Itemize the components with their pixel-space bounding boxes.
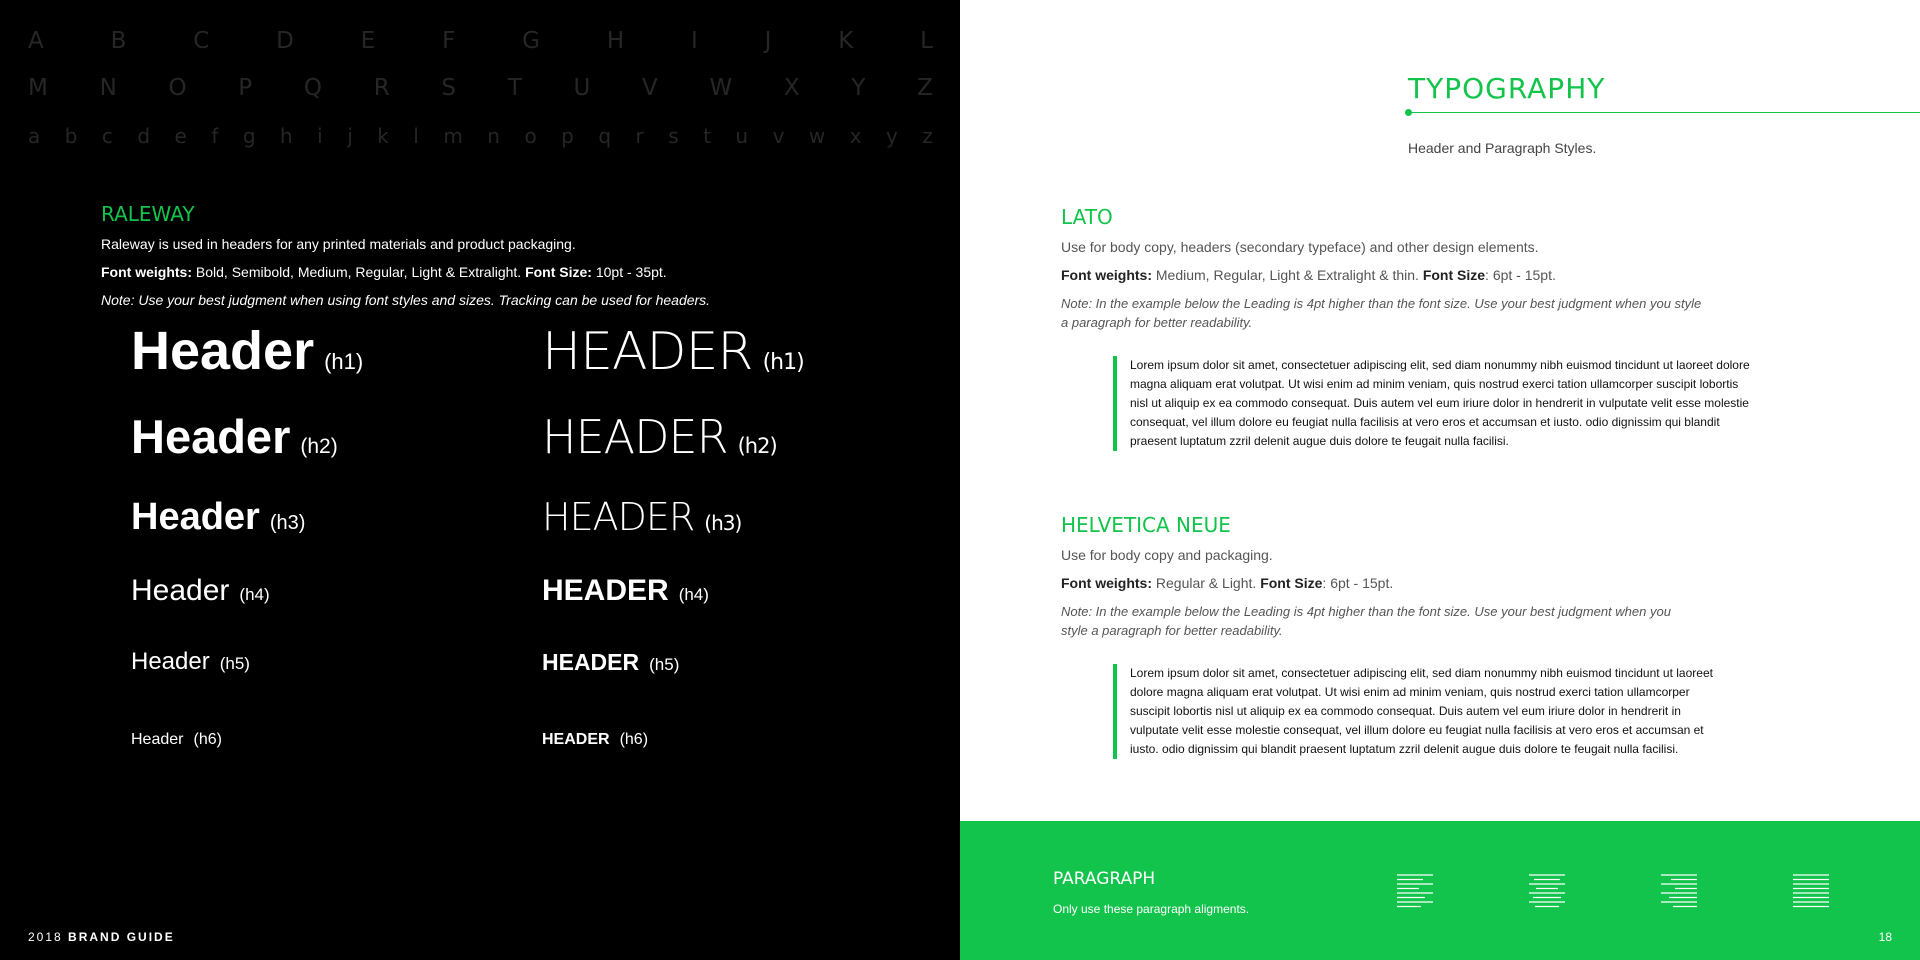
header-word: Header bbox=[131, 321, 315, 381]
footer-year: 2018 bbox=[28, 930, 63, 944]
sample-line: consequat, vel illum dolore eu feugiat nulla facilisis at vero eros et accumsan et iusto. odio dignissim qui blandit bbox=[1130, 415, 1720, 429]
alphabet-letter: D bbox=[276, 28, 294, 54]
weights-label: Font weights: bbox=[1061, 575, 1152, 591]
raleway-title: RALEWAY bbox=[101, 202, 195, 226]
paragraph-alignment-band bbox=[960, 821, 1920, 960]
header-word: Header bbox=[131, 410, 291, 463]
alphabet-letter: C bbox=[193, 28, 210, 54]
alphabet-letter: Q bbox=[303, 75, 322, 101]
header-sample-h1 bbox=[542, 322, 804, 382]
alphabet-letter: c bbox=[101, 124, 113, 148]
header-level-tag: (h1) bbox=[324, 349, 364, 374]
alphabet-letter: N bbox=[99, 75, 117, 101]
size-value: : 6pt - 15pt. bbox=[1485, 267, 1556, 283]
sample-line: suscipit lobortis nisl ut aliquip ex ea commodo consequat. Duis autem vel eum iriure dolor in hendrerit in bbox=[1130, 704, 1681, 718]
align-right-icon bbox=[1661, 873, 1697, 909]
paragraph-description: Only use these paragraph aligments. bbox=[1053, 902, 1250, 916]
alphabet-uppercase-row-2 bbox=[28, 75, 933, 101]
alphabet-letter: g bbox=[242, 124, 256, 148]
page-title: TYPOGRAPHY bbox=[1408, 72, 1606, 105]
alphabet-letter: p bbox=[561, 124, 574, 148]
header-word: HEADER bbox=[542, 322, 753, 382]
header-level-tag: (h5) bbox=[649, 655, 680, 674]
alphabet-letter: n bbox=[487, 124, 500, 148]
lato-sample-paragraph bbox=[1113, 356, 1750, 451]
footer-text: BRAND GUIDE bbox=[68, 930, 175, 944]
header-sample-h3 bbox=[542, 495, 742, 539]
align-center-icon bbox=[1529, 873, 1565, 909]
header-level-tag: (h6) bbox=[193, 731, 222, 748]
alphabet-letter: e bbox=[174, 124, 187, 148]
alphabet-letter: W bbox=[709, 75, 733, 101]
alphabet-letter: r bbox=[635, 124, 644, 148]
alphabet-letter: K bbox=[838, 28, 854, 54]
header-word: Header bbox=[131, 648, 210, 675]
alphabet-letter: z bbox=[922, 124, 933, 148]
sample-line: iusto. odio dignissim qui blandit praesent luptatum zzril delenit augue duis dolore te feugait nulla facilisi. bbox=[1130, 742, 1679, 756]
alphabet-letter: i bbox=[317, 124, 323, 148]
helvetica-title: HELVETICA NEUE bbox=[1061, 513, 1231, 537]
size-label: Font Size: bbox=[525, 264, 592, 280]
weights-value: Bold, Semibold, Medium, Regular, Light & Extralight. bbox=[195, 264, 522, 280]
paragraph-title: PARAGRAPH bbox=[1053, 869, 1156, 889]
alphabet-letter: B bbox=[110, 28, 127, 54]
alphabet-letter: I bbox=[690, 28, 698, 54]
page-subtitle: Header and Paragraph Styles. bbox=[1408, 140, 1597, 156]
title-rule bbox=[1408, 112, 1920, 113]
alphabet-letter: k bbox=[377, 124, 389, 148]
alphabet-uppercase-row-1 bbox=[28, 28, 933, 54]
alphabet-letter: R bbox=[373, 75, 390, 101]
alphabet-letter: T bbox=[507, 75, 522, 101]
weights-label: Font weights: bbox=[101, 264, 192, 280]
header-word: Header bbox=[131, 731, 184, 748]
header-level-tag: (h6) bbox=[619, 731, 649, 748]
lato-title: LATO bbox=[1061, 205, 1113, 229]
weights-value: Regular & Light. bbox=[1155, 575, 1257, 591]
raleway-note: Note: Use your best judgment when using font styles and sizes. Tracking can be used for headers. bbox=[101, 292, 711, 308]
alphabet-letter: G bbox=[522, 28, 540, 54]
alphabet-letter: V bbox=[642, 75, 658, 101]
size-label: Font Size bbox=[1260, 575, 1323, 591]
alphabet-letter: w bbox=[808, 124, 826, 148]
size-label: Font Size bbox=[1422, 267, 1486, 283]
footer-brand-guide bbox=[28, 930, 175, 944]
header-word: HEADER bbox=[542, 495, 695, 539]
alphabet-letter: U bbox=[573, 75, 591, 101]
header-sample-h2 bbox=[131, 410, 338, 463]
alphabet-letter: h bbox=[280, 124, 293, 148]
alphabet-letter: l bbox=[413, 124, 419, 148]
helvetica-note-line-2: style a paragraph for better readability. bbox=[1061, 623, 1283, 638]
align-justify-icon bbox=[1793, 873, 1829, 909]
helvetica-weights bbox=[1061, 575, 1393, 591]
header-sample-h4 bbox=[542, 576, 709, 606]
alphabet-letter: Y bbox=[851, 75, 866, 101]
header-sample-h4 bbox=[131, 576, 270, 606]
alphabet-letter: m bbox=[443, 124, 463, 148]
lato-note-line-2: a paragraph for better readability. bbox=[1061, 315, 1253, 330]
sample-line: vulputate velit esse molestie consequat, vel illum dolore eu feugiat nulla facilisis at vero eros et accumsan et bbox=[1130, 723, 1704, 737]
header-sample-h6 bbox=[131, 732, 222, 748]
header-word: Header bbox=[131, 574, 230, 607]
header-level-tag: (h2) bbox=[737, 434, 777, 458]
lato-weights bbox=[1061, 267, 1556, 283]
header-level-tag: (h3) bbox=[704, 511, 742, 535]
alphabet-letter: X bbox=[783, 75, 800, 101]
header-level-tag: (h1) bbox=[762, 350, 804, 375]
helvetica-note-line-1: Note: In the example below the Leading is 4pt higher than the font size. Use your best judgment when you bbox=[1061, 604, 1671, 619]
alphabet-letter: M bbox=[28, 75, 48, 101]
alphabet-letter: Z bbox=[917, 75, 933, 101]
alphabet-letter: q bbox=[598, 124, 612, 148]
weights-label: Font weights: bbox=[1061, 267, 1152, 283]
alphabet-letter: O bbox=[168, 75, 187, 101]
alphabet-letter: E bbox=[360, 28, 376, 54]
header-level-tag: (h5) bbox=[219, 654, 250, 673]
header-sample-h1 bbox=[131, 321, 364, 381]
helvetica-description: Use for body copy and packaging. bbox=[1061, 547, 1273, 563]
header-level-tag: (h2) bbox=[300, 435, 338, 458]
alphabet-letter: o bbox=[524, 124, 537, 148]
sample-line: nisl ut aliquip ex ea commodo consequat. Duis autem vel eum iriure dolor in hendrerit in vulputate velit esse molestie bbox=[1130, 396, 1749, 410]
alphabet-letter: A bbox=[28, 28, 44, 54]
header-sample-h6 bbox=[542, 732, 648, 748]
raleway-weights bbox=[101, 264, 667, 280]
header-sample-h5 bbox=[542, 651, 679, 674]
header-word: HEADER bbox=[542, 574, 669, 607]
alphabet-lowercase-row bbox=[28, 124, 933, 148]
right-page bbox=[960, 0, 1920, 960]
alphabet-letter: F bbox=[442, 28, 456, 54]
alphabet-letter: u bbox=[735, 124, 749, 148]
sample-line: magna aliquam erat volutpat. Ut wisi enim ad minim veniam, quis nostrud exerci tation ullamcorper suscipit lobortis bbox=[1130, 377, 1739, 391]
alphabet-letter: P bbox=[238, 75, 253, 101]
alphabet-letter: J bbox=[764, 28, 772, 54]
header-level-tag: (h3) bbox=[269, 512, 306, 534]
header-level-tag: (h4) bbox=[239, 585, 270, 604]
alphabet-letter: H bbox=[606, 28, 625, 54]
header-sample-h2 bbox=[542, 410, 777, 464]
weights-value: Medium, Regular, Light & Extralight & thin. bbox=[1155, 267, 1419, 283]
alphabet-letter: b bbox=[64, 124, 78, 148]
sample-line: Lorem ipsum dolor sit amet, consectetuer adipiscing elit, sed diam nonummy nibh euismod tincidunt ut laoreet dolore bbox=[1130, 358, 1750, 372]
sample-line: Lorem ipsum dolor sit amet, consectetuer adipiscing elit, sed diam nonummy nibh euismod tincidunt ut laoreet bbox=[1130, 666, 1713, 680]
alphabet-letter: d bbox=[137, 124, 151, 148]
alphabet-letter: v bbox=[772, 124, 785, 148]
header-sample-h5 bbox=[131, 650, 250, 674]
header-word: Header bbox=[131, 496, 260, 538]
sample-line: dolore magna aliquam erat volutpat. Ut wisi enim ad minim veniam, quis nostrud exerci tation ullamcorper bbox=[1130, 685, 1690, 699]
header-word: HEADER bbox=[542, 731, 610, 748]
alphabet-letter: f bbox=[211, 124, 219, 148]
alphabet-letter: a bbox=[28, 124, 41, 148]
helvetica-sample-paragraph bbox=[1113, 664, 1713, 759]
alphabet-letter: s bbox=[668, 124, 679, 148]
alphabet-letter: t bbox=[703, 124, 711, 148]
lato-description: Use for body copy, headers (secondary typeface) and other design elements. bbox=[1061, 239, 1539, 255]
header-sample-h3 bbox=[131, 498, 305, 536]
alphabet-letter: S bbox=[441, 75, 456, 101]
alphabet-letter: y bbox=[886, 124, 898, 148]
raleway-description: Raleway is used in headers for any printed materials and product packaging. bbox=[101, 236, 576, 252]
lato-note-line-1: Note: In the example below the Leading is 4pt higher than the font size. Use your best judgment when you style bbox=[1061, 296, 1702, 311]
align-left-icon bbox=[1397, 873, 1433, 909]
sample-line: praesent luptatum zzril delenit augue duis dolore te feugait nulla facilisi. bbox=[1130, 434, 1509, 448]
page-number: 18 bbox=[1878, 930, 1892, 944]
alphabet-letter: j bbox=[347, 124, 353, 148]
header-level-tag: (h4) bbox=[678, 585, 709, 604]
header-word: HEADER bbox=[542, 410, 728, 464]
size-value: 10pt - 35pt. bbox=[595, 264, 667, 280]
alphabet-letter: L bbox=[920, 28, 933, 54]
size-value: : 6pt - 15pt. bbox=[1322, 575, 1394, 591]
alphabet-letter: x bbox=[849, 124, 862, 148]
header-word: HEADER bbox=[542, 649, 640, 675]
